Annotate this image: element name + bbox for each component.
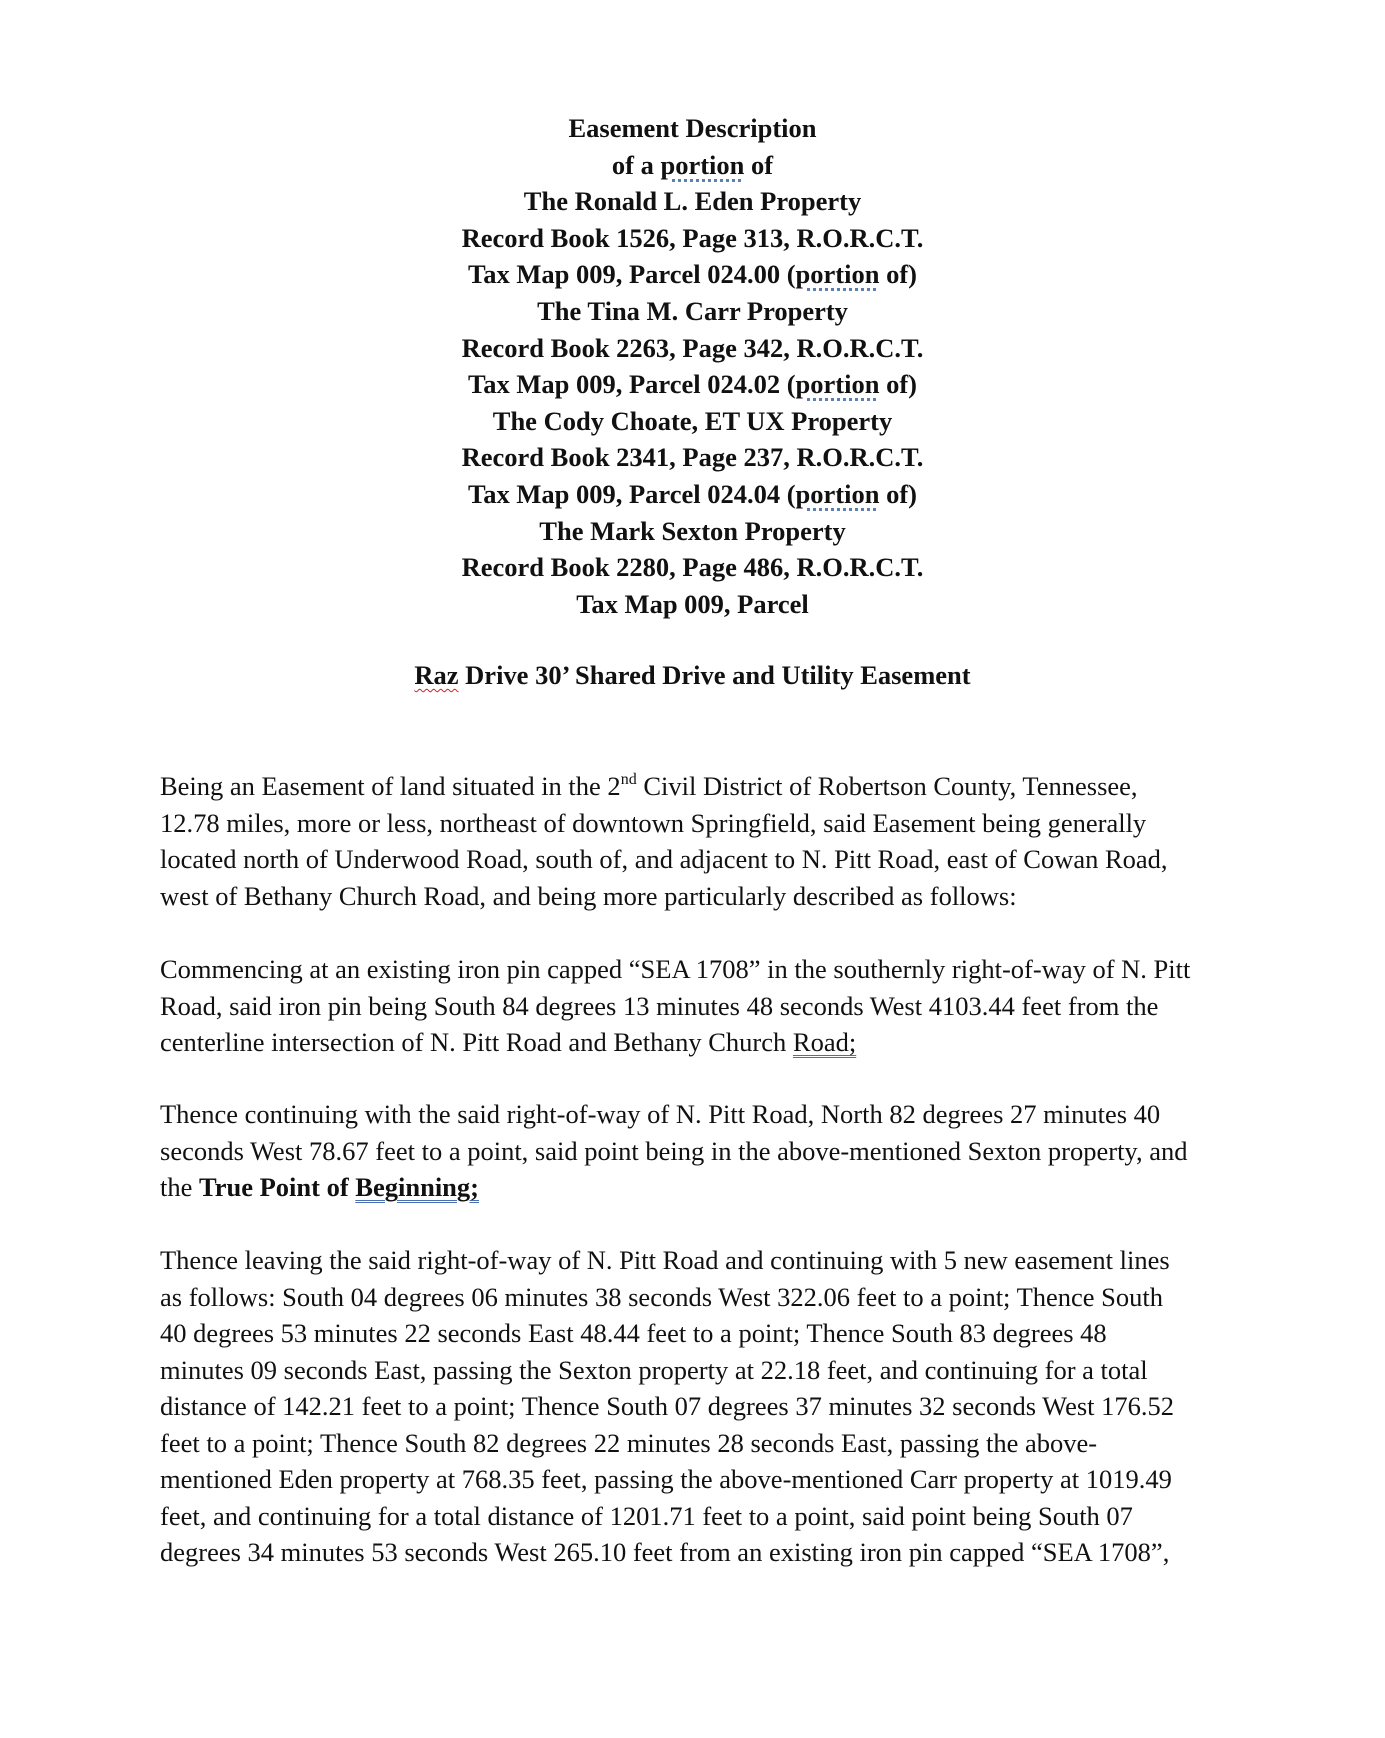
text-line: minutes 09 seconds East, passing the Sexton property at 22.18 feet, and continuing for a total [160,1354,1148,1385]
header-property-eden: The Ronald L. Eden Property [523,186,862,217]
header-tax-map-sexton: Tax Map 009, Parcel [576,588,809,619]
text-line: west of Bethany Church Road, and being more particularly described as follows: [160,880,1017,911]
text-line: the True Point of Beginning; [160,1172,479,1202]
header-record-book-sexton: Record Book 2280, Page 486, R.O.R.C.T. [461,552,924,583]
text-line: Commencing at an existing iron pin capped “SEA 1708” in the southernly right-of-way of N. Pitt [160,954,1191,984]
paragraph-location [160,768,1240,914]
header-tax-map-eden: Tax Map 009, Parcel 024.00 (portion of) [467,259,918,290]
text-line: located north of Underwood Road, south of, and adjacent to N. Pitt Road, east of Cowan Road, [160,844,1168,874]
header-property-carr: The Tina M. Carr Property [537,295,848,326]
text-line: feet to a point; Thence South 82 degrees 22 minutes 28 seconds East, passing the above- [160,1427,1098,1458]
text-line: feet, and continuing for a total distance of 1201.71 feet to a point, said point being South 07 [160,1500,1133,1531]
header-line-portion-of: of a portion of [611,149,774,180]
header-title: Easement Description [568,113,817,143]
text-line: Road, said iron pin being South 84 degrees 13 minutes 48 seconds West 4103.44 feet from the [160,990,1159,1021]
dotted-underlined-word: portion [660,149,745,180]
text-line: distance of 142.21 feet to a point; Thence South 07 degrees 37 minutes 32 seconds West 176.52 [160,1391,1175,1421]
paragraph-easement-lines [160,1242,1240,1571]
dotted-underlined-word: portion [795,369,880,400]
paragraph-true-point [160,1096,1240,1206]
spellcheck-flagged-word: Raz [414,660,459,690]
header-record-book-eden: Record Book 1526, Page 313, R.O.R.C.T. [461,222,924,253]
text-line: seconds West 78.67 feet to a point, said point being in the above-mentioned Sexton property, and [160,1135,1188,1166]
header-tax-map-carr: Tax Map 009, Parcel 024.02 (portion of) [467,369,918,400]
grammar-flagged-word: Road; [792,1027,857,1057]
text-line: degrees 34 minutes 53 seconds West 265.10 feet from an existing iron pin capped “SEA 1708”, [160,1537,1170,1567]
text-line: mentioned Eden property at 768.35 feet, passing the above-mentioned Carr property at 1019.49 [160,1464,1172,1494]
document-header [0,110,1385,622]
header-property-sexton: The Mark Sexton Property [539,515,846,546]
header-property-choate: The Cody Choate, ET UX Property [492,405,893,436]
grammar-flagged-word: Beginning; [355,1172,479,1202]
text-line: 40 degrees 53 minutes 22 seconds East 48.44 feet to a point; Thence South 83 degrees 48 [160,1318,1107,1348]
text-line: 12.78 miles, more or less, northeast of downtown Springfield, said Easement being generally [160,807,1147,838]
text-line: as follows: South 04 degrees 06 minutes 38 seconds West 322.06 feet to a point; Thence South [160,1281,1164,1312]
paragraph-commencing [160,951,1240,1061]
dotted-underlined-word: portion [795,478,880,509]
text-line: Being an Easement of land situated in the 2nd Civil District of Robertson County, Tennessee, [160,771,1138,801]
easement-title: Raz Drive 30’ Shared Drive and Utility Easement [414,660,971,690]
header-tax-map-choate: Tax Map 009, Parcel 024.04 (portion of) [467,478,918,509]
text-line: Thence continuing with the said right-of-way of N. Pitt Road, North 82 degrees 27 minutes 40 [160,1099,1161,1129]
header-record-book-choate: Record Book 2341, Page 237, R.O.R.C.T. [461,442,924,473]
dotted-underlined-word: portion [795,259,880,290]
text-line: Thence leaving the said right-of-way of N. Pitt Road and continuing with 5 new easement lines [160,1245,1170,1275]
header-record-book-carr: Record Book 2263, Page 342, R.O.R.C.T. [461,332,924,363]
text-line: centerline intersection of N. Pitt Road and Bethany Church Road; [160,1027,857,1057]
